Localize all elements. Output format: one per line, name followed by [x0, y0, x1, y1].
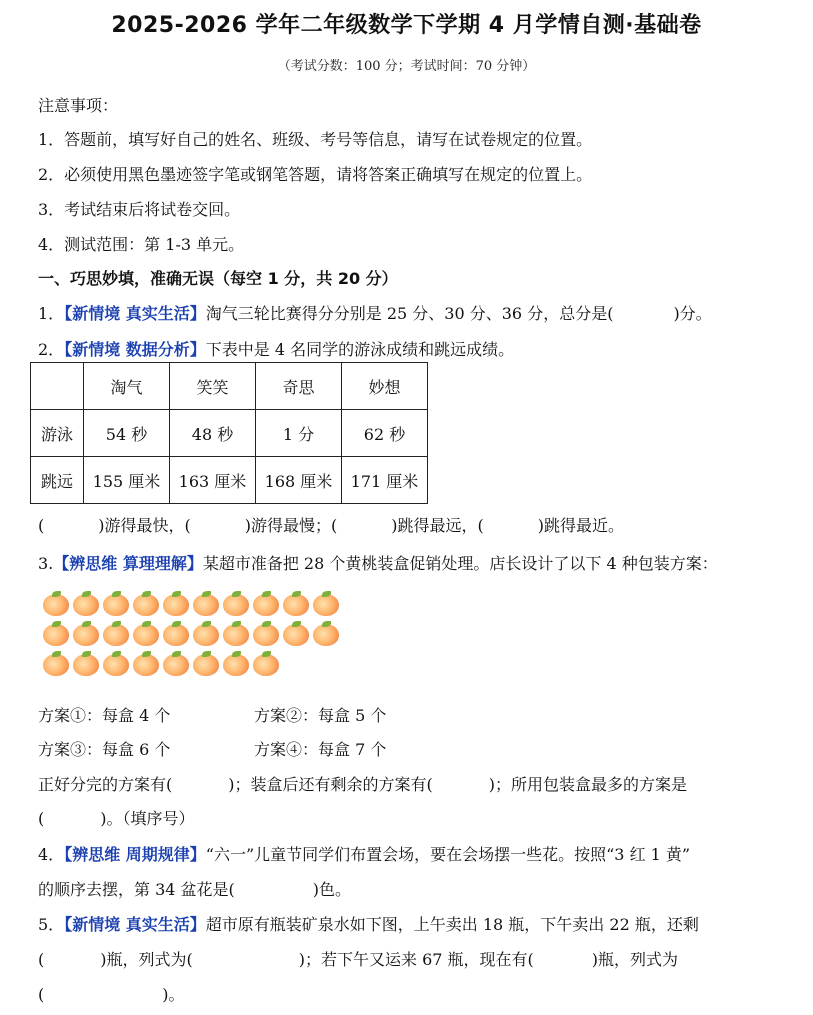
peach-icon [192, 650, 220, 677]
peach-icon [42, 650, 70, 677]
question-text: 超市原有瓶装矿泉水如下图，上午卖出 18 瓶，下午卖出 22 瓶，还剩 [205, 915, 699, 934]
table-cell: 62 秒 [342, 410, 428, 457]
peach-row [42, 650, 342, 680]
peach-icon [222, 620, 250, 647]
question-tag: 【新情境 数据分析】 [64, 340, 206, 359]
peach-icon [312, 620, 340, 647]
peach-icon [252, 650, 280, 677]
peach-icon [72, 590, 100, 617]
table-cell: 168 厘米 [256, 457, 342, 504]
question-1: 1．【新情境 真实生活】淘气三轮比赛得分分别是 25 分、30 分、36 分，总分是( )分。 [38, 304, 712, 323]
peach-icon [132, 590, 160, 617]
peach-icon [282, 590, 310, 617]
question-number: 3. [38, 554, 54, 573]
question-text: 淘气三轮比赛得分分别是 25 分、30 分、36 分，总分是( [205, 304, 614, 323]
question-2 [38, 337, 514, 360]
table-cell [31, 363, 84, 410]
question-5 [38, 912, 699, 935]
table-cell: 游泳 [31, 410, 84, 457]
peach-icon [102, 620, 130, 647]
peach-icon [132, 650, 160, 677]
peach-icon [192, 590, 220, 617]
peach-icon [102, 650, 130, 677]
notice-item-3: 3．考试结束后将试卷交回。 [38, 200, 241, 219]
table-cell: 155 厘米 [84, 457, 170, 504]
peach-icon [252, 620, 280, 647]
question-tag: 【新情境 真实生活】 [64, 915, 206, 934]
table-cell: 163 厘米 [170, 457, 256, 504]
plan-3: 方案③：每盒 6 个 [38, 740, 171, 759]
question-5-line-3: ( )。 [38, 985, 185, 1004]
peach-icon [192, 620, 220, 647]
peach-illustration [42, 590, 342, 680]
notice-heading: 注意事项： [38, 96, 119, 115]
table-cell: 171 厘米 [342, 457, 428, 504]
exam-info: （考试分数：100 分；考试时间：70 分钟） [277, 59, 536, 74]
question-tag: 【辨思维 算理理解】 [53, 554, 203, 573]
peach-icon [222, 650, 250, 677]
peach-icon [312, 590, 340, 617]
table-cell: 48 秒 [170, 410, 256, 457]
question-tag: 【新情境 真实生活】 [64, 304, 206, 323]
question-3 [38, 551, 718, 574]
table-cell: 奇思 [256, 363, 342, 410]
peach-icon [252, 590, 280, 617]
peach-icon [282, 620, 310, 647]
question-number: 5． [38, 915, 65, 934]
peach-icon [162, 650, 190, 677]
table-cell: 54 秒 [84, 410, 170, 457]
notice-item-4: 4．测试范围：第 1-3 单元。 [38, 235, 245, 254]
question-text: 下表中是 4 名同学的游泳成绩和跳远成绩。 [205, 340, 515, 359]
plan-1: 方案①：每盒 4 个 [38, 706, 171, 725]
page-title: 2025-2026 学年二年级数学下学期 4 月学情自测·基础卷 [111, 13, 702, 38]
question-number: 4． [38, 845, 65, 864]
peach-icon [162, 590, 190, 617]
question-text: “六一”儿童节同学们布置会场，要在会场摆一些花。按照“3 红 1 黄” [205, 845, 691, 864]
question-text: 某超市准备把 28 个黄桃装盒促销处理。店长设计了以下 4 种包装方案： [202, 554, 718, 573]
table-cell: 1 分 [256, 410, 342, 457]
question-5-line-2: ( )瓶，列式为( )；若下午又运来 67 瓶，现在有( )瓶，列式为 [38, 950, 679, 969]
table-cell: 笑笑 [170, 363, 256, 410]
peach-icon [102, 590, 130, 617]
peach-icon [72, 650, 100, 677]
table-row [31, 410, 428, 457]
plan-4: 方案④：每盒 7 个 [254, 740, 387, 759]
table-header-row [31, 363, 428, 410]
question-number: 1． [38, 304, 65, 323]
table-cell: 妙想 [342, 363, 428, 410]
question-number: 2． [38, 340, 65, 359]
table-cell: 跳远 [31, 457, 84, 504]
peach-icon [72, 620, 100, 647]
question-tag: 【辨思维 周期规律】 [64, 845, 206, 864]
notice-item-2: 2．必须使用黑色墨迹签字笔或钢笔答题，请将答案正确填写在规定的位置上。 [38, 165, 593, 184]
table-row [31, 457, 428, 504]
peach-row [42, 620, 342, 650]
question-3-answers-2: ( )。（填序号） [38, 809, 195, 828]
peach-row [42, 590, 342, 620]
notice-item-1: 1．答题前，填写好自己的姓名、班级、考号等信息，请写在试卷规定的位置。 [38, 130, 593, 149]
section-heading: 一、巧思妙填，准确无误（每空 1 分，共 20 分） [38, 269, 398, 288]
peach-icon [42, 620, 70, 647]
question-3-answers: 正好分完的方案有( )；装盒后还有剩余的方案有( )；所用包装盒最多的方案是 [38, 775, 687, 794]
question-2-answers: ( )游得最快，( )游得最慢；( )跳得最远，( )跳得最近。 [38, 516, 624, 535]
peach-icon [132, 620, 160, 647]
table-cell: 淘气 [84, 363, 170, 410]
peach-icon [162, 620, 190, 647]
question-4-line-2: 的顺序去摆，第 34 盆花是( )色。 [38, 880, 352, 899]
peach-icon [222, 590, 250, 617]
plan-2: 方案②：每盒 5 个 [254, 706, 387, 725]
score-table [30, 362, 428, 504]
peach-icon [42, 590, 70, 617]
question-4 [38, 842, 690, 865]
